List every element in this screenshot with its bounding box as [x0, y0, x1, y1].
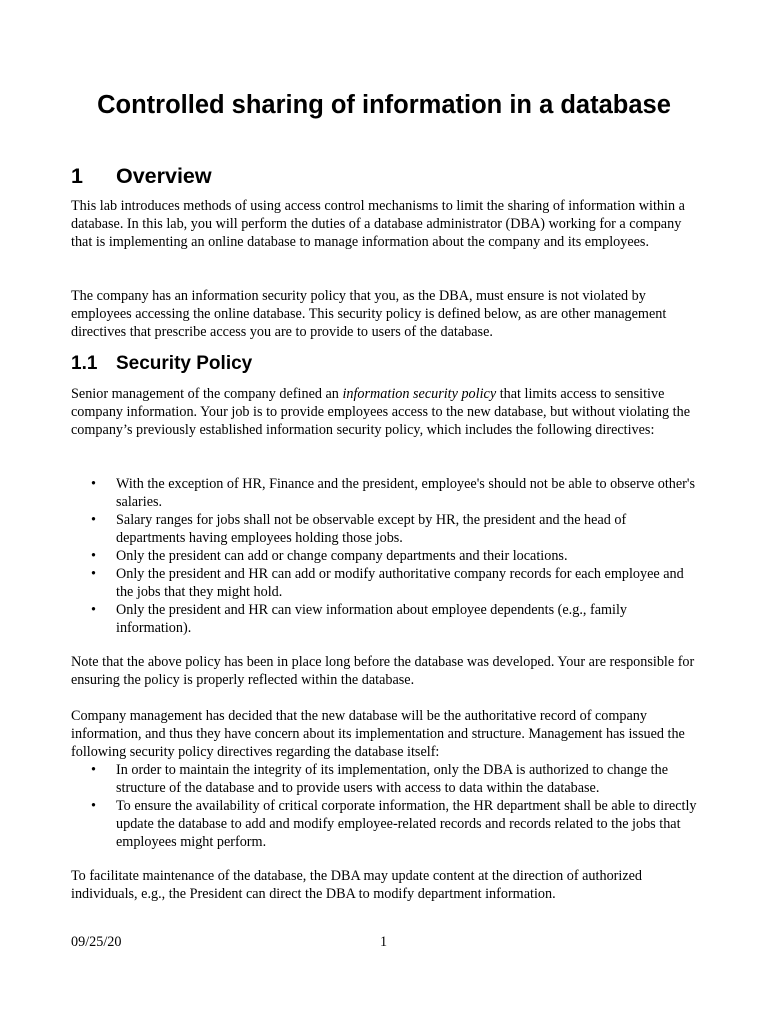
overview-paragraph-2: The company has an information security policy that you, as the DBA, must ensure is not violated by employees accessing the online database. This security policy is defined below, as are other management directives that prescribe access you are to provide to users of the database.: [71, 288, 667, 340]
list-item: • Salary ranges for jobs shall not be observable except by HR, the president and the head of departments having employees holding those jobs.: [91, 512, 627, 546]
list-item: • Only the president and HR can add or modify authoritative company records for each employee and the jobs that they might hold.: [91, 566, 684, 600]
section-number: 1: [71, 164, 83, 188]
overview-paragraph-1: This lab introduces methods of using access control mechanisms to limit the sharing of information within a database. In this lab, you will perform the duties of a database administrator (DBA) working for a company that is implementing an online database to manage information about the company and its employees.: [71, 198, 685, 250]
note-paragraph: Note that the above policy has been in place long before the database was developed. Your are responsible for ensuring the policy is properly reflected within the database.: [71, 654, 695, 688]
policy-directives-list: [71, 475, 697, 637]
bullet-icon: •: [91, 566, 96, 582]
policy-term: information security policy: [342, 386, 497, 402]
subsection-title: Security Policy: [116, 353, 253, 374]
bullet-icon: •: [91, 798, 96, 814]
section-heading-overview: [71, 162, 212, 190]
subsection-number: 1.1: [71, 353, 98, 374]
footer-date: 09/25/20: [71, 934, 122, 950]
list-item: • In order to maintain the integrity of its implementation, only the DBA is authorized to change the structure of the database and to provide users with access to data within the database.: [91, 762, 669, 796]
list-item: • To ensure the availability of critical corporate information, the HR department shall be able to directly update the database to add and modify employee-related records and records related to the jobs that employees might perform.: [91, 798, 697, 850]
list-item: • With the exception of HR, Finance and the president, employee's should not be able to observe other's salaries.: [91, 476, 695, 510]
bullet-icon: •: [91, 602, 96, 618]
bullet-icon: •: [91, 762, 96, 778]
list-item: • Only the president can add or change company departments and their locations.: [91, 548, 568, 564]
bullet-icon: •: [91, 548, 96, 564]
bullet-icon: •: [91, 476, 96, 492]
maintenance-paragraph: To facilitate maintenance of the database, the DBA may update content at the direction of authorized individuals, e.g., the President can direct the DBA to modify department information.: [71, 868, 643, 902]
document-title: Controlled sharing of information in a database: [97, 91, 671, 119]
section-title: Overview: [116, 164, 212, 188]
footer-page-number: 1: [380, 934, 388, 950]
policy-intro-paragraph: Senior management of the company defined an information security policy that limits access to sensitive company information. Your job is to provide employees access to the new database, but without violating the company’s previously established information security policy, which includes the following directives:: [71, 386, 691, 438]
management-paragraph: Company management has decided that the new database will be the authoritative record of company information, and thus they have concern about its implementation and structure. Management has issued the following security policy directives regarding the database itself:: [71, 708, 685, 760]
section-heading-security-policy: [71, 352, 252, 376]
management-directives-list: [71, 761, 697, 851]
bullet-icon: •: [91, 512, 96, 528]
list-item: • Only the president and HR can view information about employee dependents (e.g., family information).: [91, 602, 627, 636]
